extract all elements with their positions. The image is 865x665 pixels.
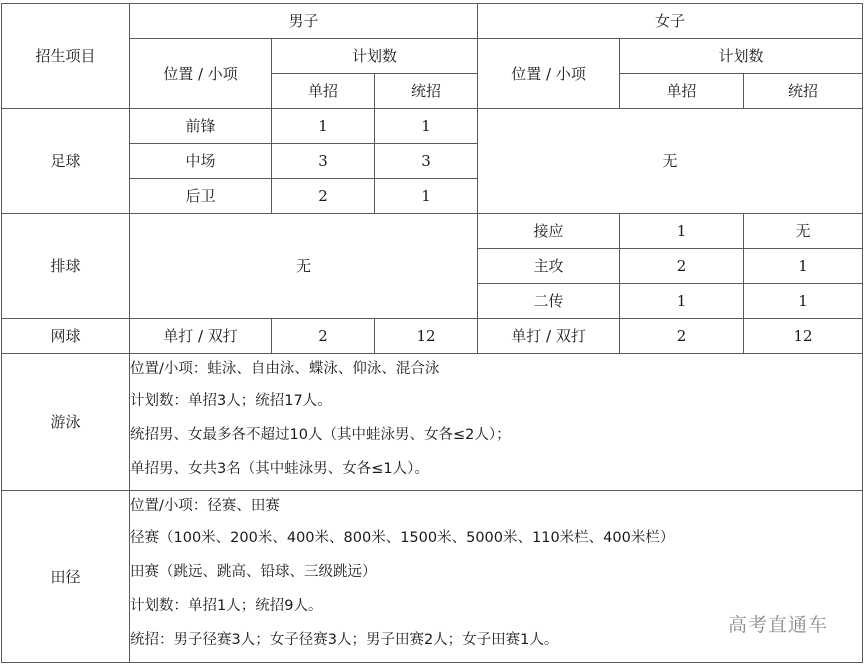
athletics-line: 计划数：单招1人；统招9人。 xyxy=(130,598,323,614)
enrollment-table xyxy=(1,3,863,663)
tennis-male-single: 2 xyxy=(272,319,375,354)
athletics-name: 田径 xyxy=(2,491,130,663)
swimming-name: 游泳 xyxy=(2,354,130,491)
volleyball-pos: 接应 xyxy=(478,214,620,249)
football-pos: 后卫 xyxy=(130,179,272,214)
football-unified: 3 xyxy=(375,144,478,179)
volleyball-single: 2 xyxy=(620,249,744,284)
header-male-unified: 统招 xyxy=(375,74,478,109)
athletics-line: 位置/小项：径赛、田赛 xyxy=(130,498,280,514)
header-female-plan: 计划数 xyxy=(620,39,863,74)
volleyball-male-none: 无 xyxy=(130,214,478,319)
athletics-line: 田赛（跳远、跳高、铅球、三级跳远） xyxy=(130,564,377,580)
volleyball-single: 1 xyxy=(620,214,744,249)
football-name: 足球 xyxy=(2,109,130,214)
football-pos: 中场 xyxy=(130,144,272,179)
volleyball-unified: 无 xyxy=(744,214,863,249)
header-female-position: 位置 / 小项 xyxy=(478,39,620,109)
volleyball-pos: 二传 xyxy=(478,284,620,319)
volleyball-unified: 1 xyxy=(744,249,863,284)
swimming-line: 单招男、女共3名（其中蛙泳男、女各≤1人）。 xyxy=(130,461,429,477)
swimming-line: 统招男、女最多各不超过10人（其中蛙泳男、女各≤2人）； xyxy=(130,427,511,443)
swimming-line: 位置/小项：蛙泳、自由泳、蝶泳、仰泳、混合泳 xyxy=(130,361,440,377)
volleyball-name: 排球 xyxy=(2,214,130,319)
header-female: 女子 xyxy=(478,4,863,39)
athletics-line: 径赛（100米、200米、400米、800米、1500米、5000米、110米栏、400米栏） xyxy=(130,530,675,546)
athletics-line: 统招：男子径赛3人；女子径赛3人；男子田赛2人；女子田赛1人。 xyxy=(130,632,559,648)
header-female-single: 单招 xyxy=(620,74,744,109)
football-unified: 1 xyxy=(375,179,478,214)
header-male-position: 位置 / 小项 xyxy=(130,39,272,109)
tennis-female-single: 2 xyxy=(620,319,744,354)
football-pos: 前锋 xyxy=(130,109,272,144)
football-single: 1 xyxy=(272,109,375,144)
volleyball-unified: 1 xyxy=(744,284,863,319)
tennis-male-pos: 单打 / 双打 xyxy=(130,319,272,354)
swimming-line: 计划数：单招3人；统招17人。 xyxy=(130,393,332,409)
header-male-plan: 计划数 xyxy=(272,39,478,74)
header-project: 招生项目 xyxy=(2,4,130,109)
football-single: 2 xyxy=(272,179,375,214)
football-female-none: 无 xyxy=(478,109,863,214)
tennis-female-unified: 12 xyxy=(744,319,863,354)
football-unified: 1 xyxy=(375,109,478,144)
tennis-name: 网球 xyxy=(2,319,130,354)
tennis-male-unified: 12 xyxy=(375,319,478,354)
tennis-female-pos: 单打 / 双打 xyxy=(478,319,620,354)
header-female-unified: 统招 xyxy=(744,74,863,109)
volleyball-pos: 主攻 xyxy=(478,249,620,284)
watermark: 高考直通车 xyxy=(728,614,829,636)
football-single: 3 xyxy=(272,144,375,179)
header-male-single: 单招 xyxy=(272,74,375,109)
volleyball-single: 1 xyxy=(620,284,744,319)
header-male: 男子 xyxy=(130,4,478,39)
swimming-details xyxy=(130,354,863,491)
